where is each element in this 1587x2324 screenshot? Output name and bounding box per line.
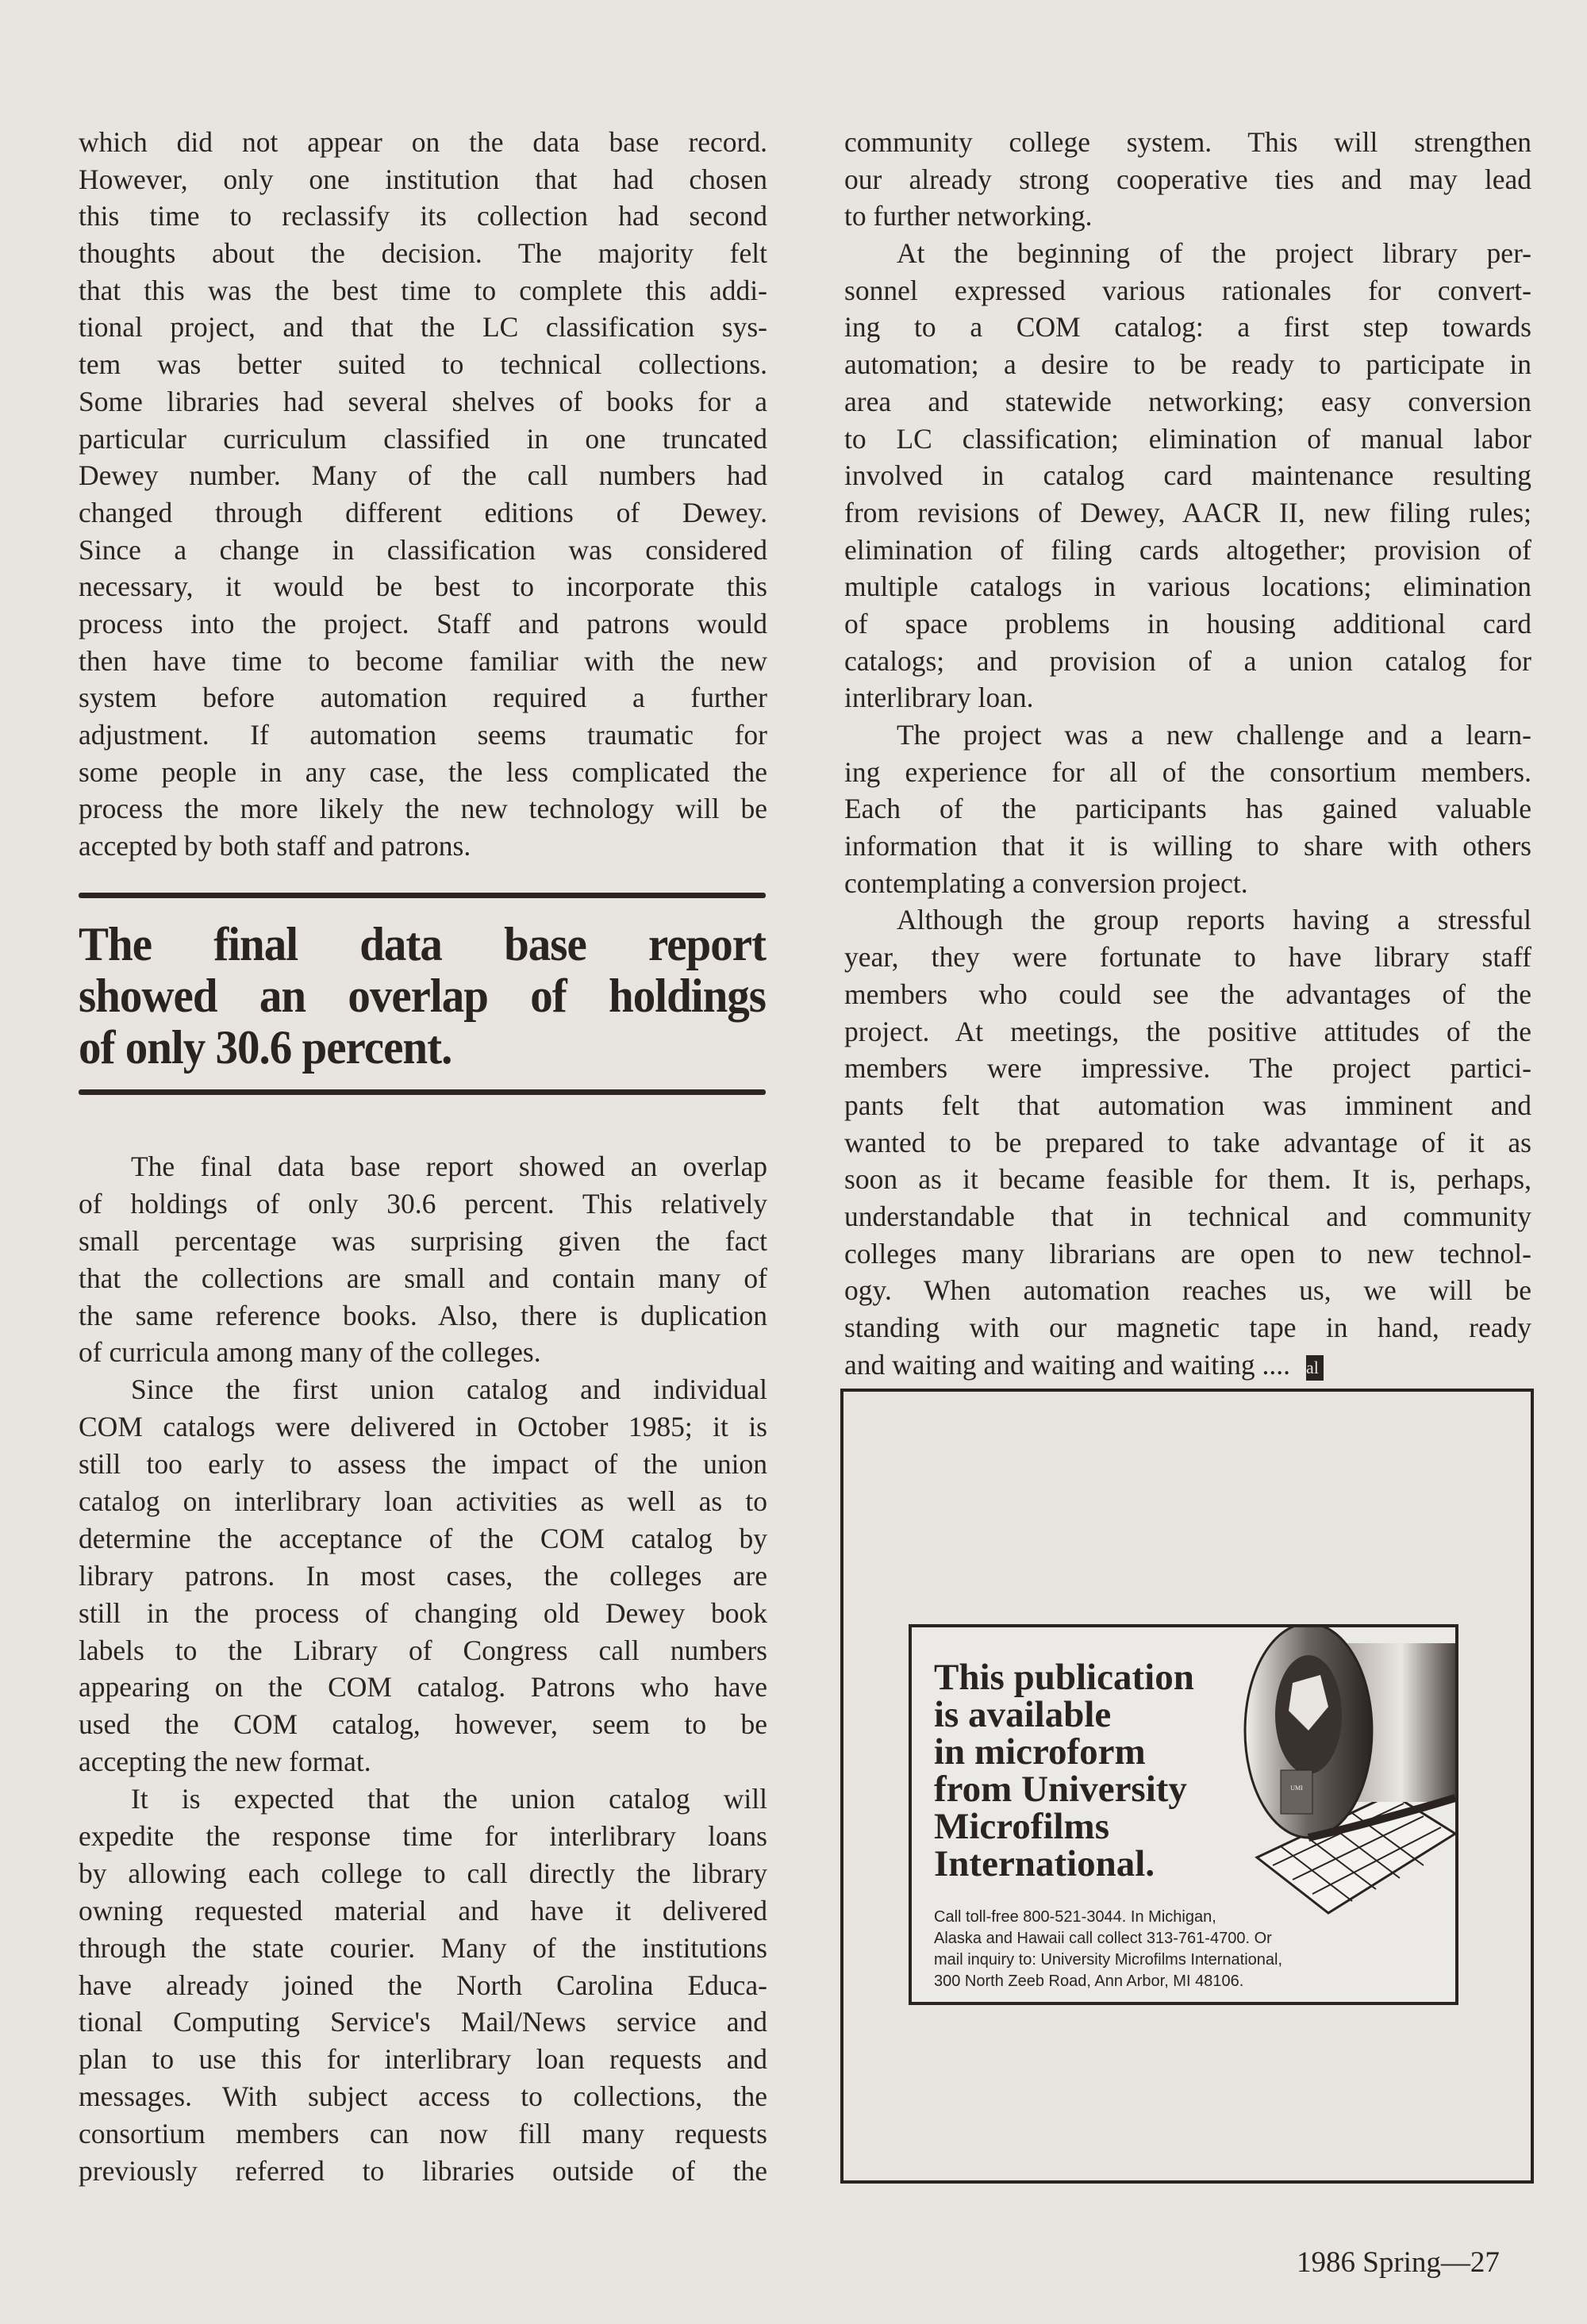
- text-line: [79, 1595, 767, 1632]
- text-line-content: elimination of filing cards altogether; provision of: [844, 533, 1531, 566]
- text-line: [79, 754, 767, 791]
- text-line-content: It is expected that the union catalog will: [131, 1783, 767, 1815]
- text-line-content: project. At meetings, the positive attitudes of the: [844, 1015, 1531, 1047]
- text-line: [79, 1520, 767, 1558]
- text-line-content: particular curriculum classified in one truncated: [79, 422, 767, 455]
- text-line-content: accepting the new format.: [79, 1746, 371, 1778]
- text-line: [844, 272, 1531, 309]
- text-line-content: expedite the response time for interlibrary loans: [79, 1820, 767, 1853]
- text-line-content: process into the project. Staff and patrons would: [79, 607, 767, 640]
- text-line: [79, 161, 767, 198]
- text-line: [79, 198, 767, 235]
- text-line: [79, 309, 767, 346]
- reel-label: UMI: [1290, 1784, 1303, 1792]
- text-line: [79, 124, 767, 161]
- text-line-content: community college system. This will strengthen: [844, 126, 1531, 158]
- text-line: [79, 679, 767, 716]
- text-line: [79, 2078, 767, 2115]
- text-line-content: to LC classification; elimination of manual labor: [844, 422, 1531, 455]
- ad-detail-line: mail inquiry to: University Microfilms International,: [934, 1951, 1283, 1969]
- text-line: [844, 1050, 1531, 1087]
- text-line-content: consortium members can now fill many requests: [79, 2118, 767, 2150]
- text-line: [79, 272, 767, 309]
- text-line-content: Some libraries had several shelves of books for a: [79, 385, 767, 417]
- text-line-content: from revisions of Dewey, AACR II, new filing rules;: [844, 496, 1531, 528]
- text-line: [844, 421, 1531, 458]
- text-line-content: Since a change in classification was considered: [79, 533, 767, 566]
- text-line-content: changed through different editions of Dewey.: [79, 496, 767, 528]
- text-line: [844, 679, 1531, 716]
- pull-quote: [79, 919, 766, 1074]
- microform-advertisement: [909, 1624, 1458, 2005]
- text-line-content: this time to reclassify its collection had second: [79, 200, 767, 232]
- text-line: [844, 235, 1531, 272]
- text-line: [844, 1013, 1531, 1051]
- ad-headline: [934, 1659, 1194, 1883]
- text-line-content: owning requested material and have it delivered: [79, 1894, 767, 1926]
- text-line: [79, 1669, 767, 1706]
- text-line-content: At the beginning of the project library per-: [897, 237, 1531, 270]
- text-line: [844, 605, 1531, 643]
- left-column-top: [79, 124, 767, 865]
- text-line: [844, 1087, 1531, 1124]
- text-line: [79, 457, 767, 494]
- text-line-content: multiple catalogs in various locations; elimination: [844, 570, 1531, 603]
- text-line: [844, 865, 1531, 902]
- text-line: [79, 235, 767, 272]
- text-line: [844, 1235, 1531, 1273]
- text-line: [79, 1446, 767, 1483]
- ad-headline-line: in microform: [934, 1731, 1146, 1773]
- text-line: [79, 1297, 767, 1335]
- text-line-content: members who could see the advantages of the: [844, 978, 1531, 1010]
- text-line: [844, 716, 1531, 754]
- text-line-content: system before automation required a further: [79, 682, 767, 714]
- text-line-content: wanted to be prepared to take advantage of it as: [844, 1126, 1531, 1158]
- text-line-content: tem was better suited to technical collections.: [79, 348, 767, 381]
- text-line: [79, 1408, 767, 1446]
- right-column: [844, 124, 1531, 1383]
- microfilm-reel-illustration: [1233, 1627, 1455, 1921]
- text-line: [844, 790, 1531, 828]
- text-line: [844, 754, 1531, 791]
- text-line-content: Each of the participants has gained valuable: [844, 793, 1531, 825]
- text-line: [79, 2041, 767, 2078]
- text-line: [79, 1558, 767, 1595]
- text-line: [79, 2003, 767, 2041]
- text-line-content: catalogs; and provision of a union catalog for: [844, 644, 1531, 677]
- text-line: [79, 1967, 767, 2004]
- text-line: [79, 1780, 767, 1818]
- text-line: [79, 1743, 767, 1780]
- text-line: [79, 1930, 767, 1967]
- text-line-content: year, they were fortunate to have library staff: [844, 941, 1531, 974]
- text-line: [79, 1483, 767, 1520]
- text-line: [79, 1185, 767, 1223]
- text-line: [79, 828, 767, 865]
- text-line: [844, 198, 1531, 235]
- text-line: [79, 605, 767, 643]
- ad-headline-line: International.: [934, 1843, 1155, 1884]
- text-line-content: and waiting and waiting and waiting ....: [844, 1348, 1290, 1381]
- text-line-content: information that it is willing to share with others: [844, 830, 1531, 862]
- text-line-content: COM catalogs were delivered in October 1985; it is: [79, 1411, 767, 1443]
- text-line-content: library patrons. In most cases, the colleges are: [79, 1559, 767, 1592]
- text-line-content: labels to the Library of Congress call numbers: [79, 1634, 767, 1666]
- text-line: [79, 1818, 767, 1855]
- text-line-content: messages. With subject access to collections, the: [79, 2080, 767, 2113]
- ad-headline-line: Microfilms: [934, 1806, 1110, 1847]
- text-line: [844, 643, 1531, 680]
- text-line-content: still too early to assess the impact of the union: [79, 1448, 767, 1481]
- ad-headline-line: This publication: [934, 1657, 1194, 1698]
- end-of-article-icon: al: [1306, 1355, 1324, 1381]
- text-line: [79, 346, 767, 383]
- text-line: [844, 161, 1531, 198]
- text-line-content: Dewey number. Many of the call numbers had: [79, 459, 767, 492]
- text-line-content: tional Computing Service's Mail/News service and: [79, 2006, 767, 2038]
- text-line: [79, 568, 767, 605]
- text-line-content: previously referred to libraries outside of the: [79, 2155, 767, 2188]
- text-line-content: have already joined the North Carolina Educa-: [79, 1969, 767, 2001]
- text-line-content: contemplating a conversion project.: [844, 866, 1248, 899]
- text-line-content: soon as it became feasible for them. It is, perhaps,: [844, 1163, 1531, 1196]
- text-line-content: used the COM catalog, however, seem to be: [79, 1708, 767, 1741]
- text-line: [79, 1632, 767, 1669]
- text-line-content: sonnel expressed various rationales for convert-: [844, 274, 1531, 306]
- text-line: [79, 1334, 767, 1371]
- text-line-content: colleges many librarians are open to new technol-: [844, 1237, 1531, 1270]
- text-line: [79, 2153, 767, 2190]
- ad-detail-line: Alaska and Hawaii call collect 313-761-4700. Or: [934, 1930, 1272, 1947]
- text-line-content: that the collections are small and contain many of: [79, 1262, 767, 1294]
- text-line-content: ogy. When automation reaches us, we will be: [844, 1274, 1531, 1307]
- text-line: [844, 828, 1531, 865]
- text-line: [844, 309, 1531, 346]
- ad-headline-line: from University: [934, 1769, 1187, 1810]
- text-line: [844, 494, 1531, 532]
- ad-detail-line: Call toll-free 800-521-3044. In Michigan,: [934, 1908, 1216, 1926]
- text-line-content: involved in catalog card maintenance resulting: [844, 459, 1531, 492]
- text-line: [79, 532, 767, 569]
- text-line-content: determine the acceptance of the COM catalog by: [79, 1522, 767, 1554]
- pull-quote-top-rule: [79, 893, 766, 898]
- text-line: [79, 2115, 767, 2153]
- text-line: [844, 124, 1531, 161]
- text-line-content: The project was a new challenge and a learn-: [897, 719, 1531, 751]
- text-line-content: necessary, it would be best to incorporate this: [79, 570, 767, 603]
- text-line-content: of holdings of only 30.6 percent. This relatively: [79, 1187, 767, 1220]
- text-line: [79, 1371, 767, 1408]
- text-line-content: still in the process of changing old Dewey book: [79, 1596, 767, 1629]
- text-line-content: catalog on interlibrary loan activities as well as to: [79, 1485, 767, 1518]
- text-line: [844, 1161, 1531, 1198]
- text-line-content: small percentage was surprising given the fact: [79, 1224, 767, 1257]
- text-line: [844, 976, 1531, 1013]
- text-line: [844, 568, 1531, 605]
- text-line-content: some people in any case, the less complicated the: [79, 755, 767, 788]
- text-line-content: that this was the best time to complete this addi-: [79, 274, 767, 306]
- pull-quote-line: of only 30.6 percent.: [79, 1021, 452, 1074]
- ad-contact-details: [934, 1907, 1282, 1992]
- ad-headline-line: is available: [934, 1694, 1112, 1735]
- text-line-content: adjustment. If automation seems traumatic for: [79, 719, 767, 751]
- text-line: [79, 716, 767, 754]
- text-line-content: standing with our magnetic tape in hand, ready: [844, 1312, 1531, 1343]
- text-line-content: Since the first union catalog and individual: [131, 1373, 767, 1406]
- text-line: [844, 383, 1531, 421]
- text-line-content: to further networking.: [844, 200, 1093, 232]
- text-line: [844, 1124, 1531, 1162]
- pull-quote-line: The final data base report: [79, 918, 766, 971]
- text-line-content: Although the group reports having a stressful: [897, 904, 1531, 936]
- text-line-content: However, only one institution that had chosen: [79, 163, 767, 195]
- text-line: [844, 532, 1531, 569]
- text-line: [844, 901, 1531, 939]
- text-line-content: automation; a desire to be ready to participate in: [844, 348, 1531, 381]
- text-line: [844, 939, 1531, 976]
- text-line-content: through the state courier. Many of the institutions: [79, 1931, 767, 1964]
- text-line: [79, 643, 767, 680]
- text-line-content: thoughts about the decision. The majority felt: [79, 237, 767, 270]
- text-line-content: pants felt that automation was imminent and: [844, 1089, 1531, 1121]
- text-line: [844, 1346, 1531, 1384]
- text-line-content: by allowing each college to call directly the library: [79, 1857, 767, 1889]
- text-line: [844, 1198, 1531, 1235]
- text-line: [844, 457, 1531, 494]
- text-line-content: plan to use this for interlibrary loan requests and: [79, 2043, 767, 2076]
- text-line-content: process the more likely the new technology will be: [79, 793, 767, 825]
- left-column-body: [79, 1148, 767, 2190]
- text-line-content: our already strong cooperative ties and may lead: [844, 163, 1531, 195]
- text-line: [79, 1223, 767, 1260]
- text-line-content: accepted by both staff and patrons.: [79, 830, 471, 862]
- text-line-content: tional project, and that the LC classification sys-: [79, 311, 767, 344]
- text-line-content: interlibrary loan.: [844, 682, 1034, 714]
- page-footer: 1986 Spring—27: [1297, 2246, 1500, 2279]
- text-line: [79, 383, 767, 421]
- text-line-content: ing to a COM catalog: a first step towards: [844, 311, 1531, 344]
- text-line: [79, 1148, 767, 1185]
- text-line: [79, 1260, 767, 1297]
- text-line: [79, 421, 767, 458]
- text-line: [79, 1706, 767, 1743]
- pull-quote-line: showed an overlap of holdings: [79, 970, 766, 1023]
- text-line-content: understandable that in technical and community: [844, 1200, 1531, 1232]
- text-line-content: members were impressive. The project partici-: [844, 1052, 1531, 1085]
- text-line-content: appearing on the COM catalog. Patrons who have: [79, 1671, 767, 1704]
- text-line: [844, 1309, 1531, 1346]
- text-line: [79, 1855, 767, 1892]
- ad-detail-line: 300 North Zeeb Road, Ann Arbor, MI 48106.: [934, 1973, 1244, 1990]
- text-line: [844, 346, 1531, 383]
- text-line-content: which did not appear on the data base record.: [79, 126, 767, 158]
- text-line-content: area and statewide networking; easy conversion: [844, 385, 1531, 417]
- pull-quote-bottom-rule: [79, 1089, 766, 1095]
- text-line-content: The final data base report showed an overlap: [131, 1150, 767, 1182]
- text-line: [79, 1892, 767, 1930]
- text-line: [79, 494, 767, 532]
- text-line: [844, 1272, 1531, 1309]
- text-line-content: ing experience for all of the consortium members.: [844, 755, 1531, 788]
- text-line: [79, 790, 767, 828]
- text-line-content: of curricula among many of the colleges.: [79, 1336, 541, 1369]
- text-line-content: of space problems in housing additional card: [844, 607, 1531, 640]
- text-line-content: the same reference books. Also, there is duplication: [79, 1299, 767, 1331]
- text-line-content: then have time to become familiar with the new: [79, 644, 767, 677]
